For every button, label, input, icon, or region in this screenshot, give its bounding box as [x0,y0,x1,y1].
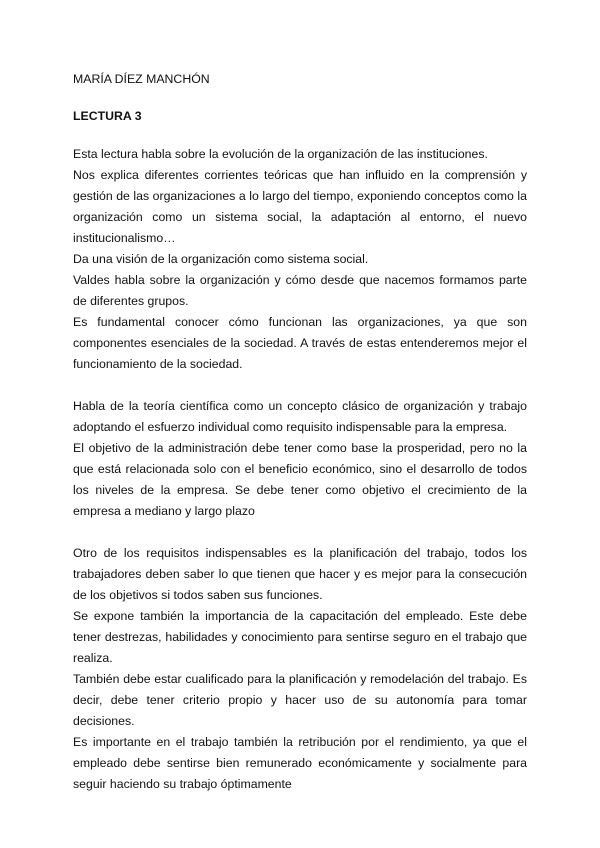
paragraph: También debe estar cualificado para la planificación y remodelación del trabajo. Es decir, debe tener criterio propio y hacer uso de su autonomía para tomar decisiones. [73,672,527,728]
paragraph: Otro de los requisitos indispensables es la planificación del trabajo, todos los trabajadores deben saber lo que tienen que hacer y es mejor para la consecución de los objetivos si todos saben sus funciones. [73,546,527,602]
paragraph: Esta lectura habla sobre la evolución de la organización de las instituciones. [73,147,488,161]
section-1 [73,144,527,375]
paragraph: Valdes habla sobre la organización y cómo desde que nacemos formamos parte de diferentes grupos. [73,273,527,308]
paragraph: Es importante en el trabajo también la retribución por el rendimiento, ya que el empleado debe sentirse bien remunerado económicamente y socialmente para seguir haciendo su trabajo óptimamente [73,735,527,791]
document-title: LECTURA 3 [73,109,142,123]
section-2 [73,396,527,522]
paragraph: El objetivo de la administración debe tener como base la prosperidad, pero no la que está relacionada solo con el beneficio económico, sino el desarrollo de todos los niveles de la empresa. Se debe tener como objetivo el crecimiento de la empresa a mediano y largo plazo [73,441,527,518]
paragraph: Es fundamental conocer cómo funcionan las organizaciones, ya que son componentes esenciales de la sociedad. A través de estas entenderemos mejor el funcionamiento de la sociedad. [73,315,527,371]
paragraph-gap [73,522,527,543]
author-name: MARÍA DÍEZ MANCHÓN [73,72,210,86]
paragraph-gap [73,375,527,396]
paragraph: Se expone también la importancia de la capacitación del empleado. Este debe tener destrezas, habilidades y conocimiento para sentirse seguro en el trabajo que realiza. [73,609,527,665]
paragraph: Nos explica diferentes corrientes teóricas que han influido en la comprensión y gestión de las organizaciones a lo largo del tiempo, exponiendo conceptos como la organización como un sistema social, la adaptación al entorno, el nuevo institucionalismo… [73,168,527,245]
paragraph: Da una visión de la organización como sistema social. [73,252,369,266]
paragraph: Habla de la teoría científica como un concepto clásico de organización y trabajo adoptando el esfuerzo individual como requisito indispensable para la empresa. [73,399,527,434]
document-body [73,144,527,795]
section-3 [73,543,527,795]
